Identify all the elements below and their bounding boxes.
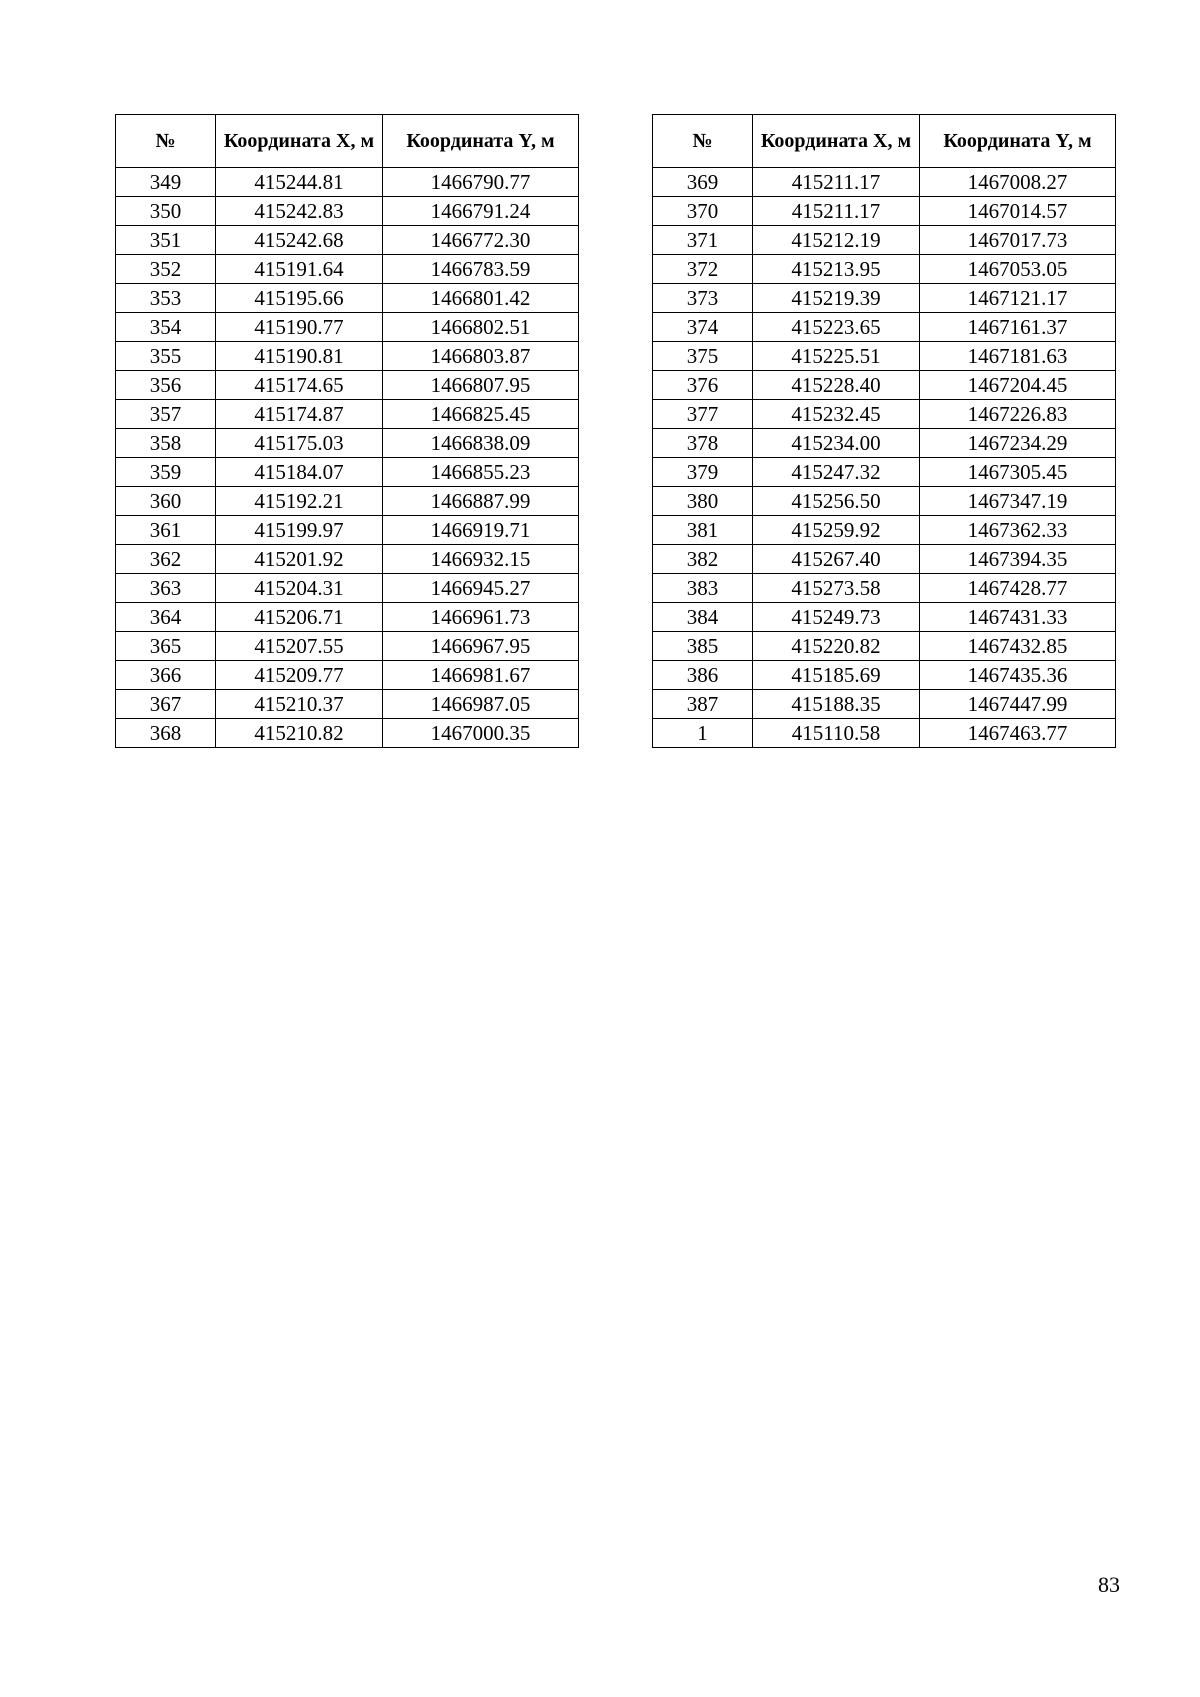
cell-number: 1 — [653, 719, 753, 748]
cell-coordinate-y: 1467305.45 — [920, 458, 1116, 487]
table-row — [653, 574, 1116, 603]
cell-coordinate-x: 415191.64 — [216, 255, 383, 284]
cell-coordinate-y: 1466981.67 — [383, 661, 579, 690]
cell-number: 386 — [653, 661, 753, 690]
cell-coordinate-y: 1466887.99 — [383, 487, 579, 516]
header-coordinate-x: Координата X, м — [216, 115, 383, 168]
cell-coordinate-y: 1466791.24 — [383, 197, 579, 226]
cell-number: 354 — [116, 313, 216, 342]
cell-coordinate-y: 1467014.57 — [920, 197, 1116, 226]
table-row — [653, 690, 1116, 719]
table-row — [653, 545, 1116, 574]
cell-coordinate-y: 1467234.29 — [920, 429, 1116, 458]
cell-coordinate-y: 1467161.37 — [920, 313, 1116, 342]
table-row — [116, 719, 579, 748]
table-body — [116, 168, 579, 748]
table-row — [116, 458, 579, 487]
table-row — [653, 226, 1116, 255]
cell-coordinate-x: 415267.40 — [753, 545, 920, 574]
table-row — [116, 603, 579, 632]
cell-number: 350 — [116, 197, 216, 226]
cell-number: 357 — [116, 400, 216, 429]
cell-coordinate-y: 1467394.35 — [920, 545, 1116, 574]
cell-coordinate-x: 415174.65 — [216, 371, 383, 400]
cell-coordinate-x: 415242.68 — [216, 226, 383, 255]
cell-coordinate-x: 415185.69 — [753, 661, 920, 690]
cell-number: 363 — [116, 574, 216, 603]
cell-coordinate-x: 415211.17 — [753, 168, 920, 197]
cell-coordinate-x: 415225.51 — [753, 342, 920, 371]
cell-number: 351 — [116, 226, 216, 255]
cell-number: 373 — [653, 284, 753, 313]
table-row — [653, 661, 1116, 690]
cell-number: 365 — [116, 632, 216, 661]
cell-number: 355 — [116, 342, 216, 371]
table-row — [653, 168, 1116, 197]
cell-coordinate-y: 1467463.77 — [920, 719, 1116, 748]
header-number: № — [653, 115, 753, 168]
table-row — [116, 284, 579, 313]
cell-coordinate-x: 415210.37 — [216, 690, 383, 719]
cell-coordinate-y: 1467008.27 — [920, 168, 1116, 197]
cell-coordinate-y: 1467362.33 — [920, 516, 1116, 545]
cell-coordinate-x: 415213.95 — [753, 255, 920, 284]
table-row — [653, 255, 1116, 284]
table-row — [116, 400, 579, 429]
cell-coordinate-x: 415110.58 — [753, 719, 920, 748]
cell-coordinate-y: 1467000.35 — [383, 719, 579, 748]
cell-coordinate-y: 1467435.36 — [920, 661, 1116, 690]
cell-number: 364 — [116, 603, 216, 632]
cell-number: 372 — [653, 255, 753, 284]
cell-coordinate-x: 415234.00 — [753, 429, 920, 458]
table-row — [116, 429, 579, 458]
cell-coordinate-y: 1467347.19 — [920, 487, 1116, 516]
cell-coordinate-x: 415188.35 — [753, 690, 920, 719]
cell-coordinate-x: 415209.77 — [216, 661, 383, 690]
coordinates-table-right — [652, 114, 1116, 748]
cell-number: 362 — [116, 545, 216, 574]
table-row — [116, 371, 579, 400]
cell-coordinate-y: 1466967.95 — [383, 632, 579, 661]
table-row — [116, 545, 579, 574]
table-row — [116, 226, 579, 255]
cell-coordinate-x: 415256.50 — [753, 487, 920, 516]
cell-number: 356 — [116, 371, 216, 400]
cell-number: 366 — [116, 661, 216, 690]
cell-number: 377 — [653, 400, 753, 429]
cell-coordinate-y: 1466825.45 — [383, 400, 579, 429]
table-row — [116, 574, 579, 603]
table-row — [653, 342, 1116, 371]
cell-number: 381 — [653, 516, 753, 545]
cell-coordinate-x: 415206.71 — [216, 603, 383, 632]
cell-number: 352 — [116, 255, 216, 284]
cell-coordinate-x: 415210.82 — [216, 719, 383, 748]
cell-number: 353 — [116, 284, 216, 313]
cell-number: 380 — [653, 487, 753, 516]
page-number: 83 — [1098, 1572, 1120, 1597]
table-row — [116, 690, 579, 719]
table-row — [653, 197, 1116, 226]
cell-coordinate-x: 415195.66 — [216, 284, 383, 313]
table-row — [116, 255, 579, 284]
cell-number: 371 — [653, 226, 753, 255]
cell-coordinate-y: 1467432.85 — [920, 632, 1116, 661]
cell-number: 349 — [116, 168, 216, 197]
table-row — [653, 429, 1116, 458]
cell-coordinate-x: 415232.45 — [753, 400, 920, 429]
table-row — [653, 458, 1116, 487]
cell-coordinate-y: 1466790.77 — [383, 168, 579, 197]
cell-coordinate-x: 415273.58 — [753, 574, 920, 603]
cell-coordinate-x: 415174.87 — [216, 400, 383, 429]
table-header-row — [116, 115, 579, 168]
cell-number: 361 — [116, 516, 216, 545]
cell-number: 384 — [653, 603, 753, 632]
cell-coordinate-y: 1466855.23 — [383, 458, 579, 487]
table-body — [653, 168, 1116, 748]
cell-coordinate-x: 415223.65 — [753, 313, 920, 342]
table-row — [116, 313, 579, 342]
table-row — [116, 342, 579, 371]
cell-coordinate-y: 1467226.83 — [920, 400, 1116, 429]
header-coordinate-y: Координата Y, м — [920, 115, 1116, 168]
cell-coordinate-x: 415228.40 — [753, 371, 920, 400]
cell-coordinate-x: 415204.31 — [216, 574, 383, 603]
cell-number: 385 — [653, 632, 753, 661]
cell-number: 387 — [653, 690, 753, 719]
cell-coordinate-y: 1467181.63 — [920, 342, 1116, 371]
table-row — [653, 371, 1116, 400]
cell-coordinate-y: 1467204.45 — [920, 371, 1116, 400]
table-row — [653, 284, 1116, 313]
cell-coordinate-y: 1467428.77 — [920, 574, 1116, 603]
cell-number: 378 — [653, 429, 753, 458]
cell-coordinate-x: 415201.92 — [216, 545, 383, 574]
cell-coordinate-y: 1467121.17 — [920, 284, 1116, 313]
cell-coordinate-y: 1466838.09 — [383, 429, 579, 458]
table-row — [116, 168, 579, 197]
cell-coordinate-x: 415220.82 — [753, 632, 920, 661]
table-row — [116, 197, 579, 226]
table-row — [116, 487, 579, 516]
cell-coordinate-y: 1466803.87 — [383, 342, 579, 371]
cell-coordinate-x: 415192.21 — [216, 487, 383, 516]
cell-number: 374 — [653, 313, 753, 342]
cell-coordinate-y: 1466772.30 — [383, 226, 579, 255]
cell-coordinate-y: 1466945.27 — [383, 574, 579, 603]
cell-number: 367 — [116, 690, 216, 719]
cell-number: 382 — [653, 545, 753, 574]
cell-coordinate-y: 1466801.42 — [383, 284, 579, 313]
cell-coordinate-y: 1467431.33 — [920, 603, 1116, 632]
header-coordinate-x: Координата X, м — [753, 115, 920, 168]
cell-coordinate-x: 415247.32 — [753, 458, 920, 487]
cell-coordinate-y: 1466919.71 — [383, 516, 579, 545]
cell-coordinate-x: 415190.77 — [216, 313, 383, 342]
coordinates-table-left — [115, 114, 579, 748]
header-coordinate-y: Координата Y, м — [383, 115, 579, 168]
cell-number: 359 — [116, 458, 216, 487]
cell-number: 358 — [116, 429, 216, 458]
cell-coordinate-x: 415244.81 — [216, 168, 383, 197]
table-row — [653, 487, 1116, 516]
cell-number: 379 — [653, 458, 753, 487]
table-row — [653, 632, 1116, 661]
table-row — [116, 661, 579, 690]
cell-number: 383 — [653, 574, 753, 603]
cell-coordinate-y: 1466802.51 — [383, 313, 579, 342]
table-row — [116, 632, 579, 661]
cell-coordinate-y: 1466961.73 — [383, 603, 579, 632]
table-row — [653, 400, 1116, 429]
cell-number: 375 — [653, 342, 753, 371]
cell-coordinate-y: 1467053.05 — [920, 255, 1116, 284]
table-header-row — [653, 115, 1116, 168]
cell-coordinate-x: 415219.39 — [753, 284, 920, 313]
cell-number: 368 — [116, 719, 216, 748]
cell-coordinate-x: 415249.73 — [753, 603, 920, 632]
cell-number: 360 — [116, 487, 216, 516]
cell-coordinate-x: 415212.19 — [753, 226, 920, 255]
cell-coordinate-y: 1466932.15 — [383, 545, 579, 574]
cell-coordinate-y: 1467017.73 — [920, 226, 1116, 255]
cell-coordinate-x: 415242.83 — [216, 197, 383, 226]
cell-coordinate-x: 415259.92 — [753, 516, 920, 545]
table-row — [653, 719, 1116, 748]
table-row — [653, 603, 1116, 632]
table-row — [653, 516, 1116, 545]
cell-coordinate-x: 415207.55 — [216, 632, 383, 661]
cell-coordinate-y: 1466987.05 — [383, 690, 579, 719]
cell-number: 370 — [653, 197, 753, 226]
cell-coordinate-y: 1466807.95 — [383, 371, 579, 400]
cell-coordinate-x: 415199.97 — [216, 516, 383, 545]
table-row — [116, 516, 579, 545]
cell-coordinate-x: 415184.07 — [216, 458, 383, 487]
cell-coordinate-x: 415190.81 — [216, 342, 383, 371]
cell-coordinate-y: 1466783.59 — [383, 255, 579, 284]
table-row — [653, 313, 1116, 342]
cell-coordinate-x: 415211.17 — [753, 197, 920, 226]
cell-number: 376 — [653, 371, 753, 400]
header-number: № — [116, 115, 216, 168]
cell-coordinate-y: 1467447.99 — [920, 690, 1116, 719]
cell-number: 369 — [653, 168, 753, 197]
cell-coordinate-x: 415175.03 — [216, 429, 383, 458]
